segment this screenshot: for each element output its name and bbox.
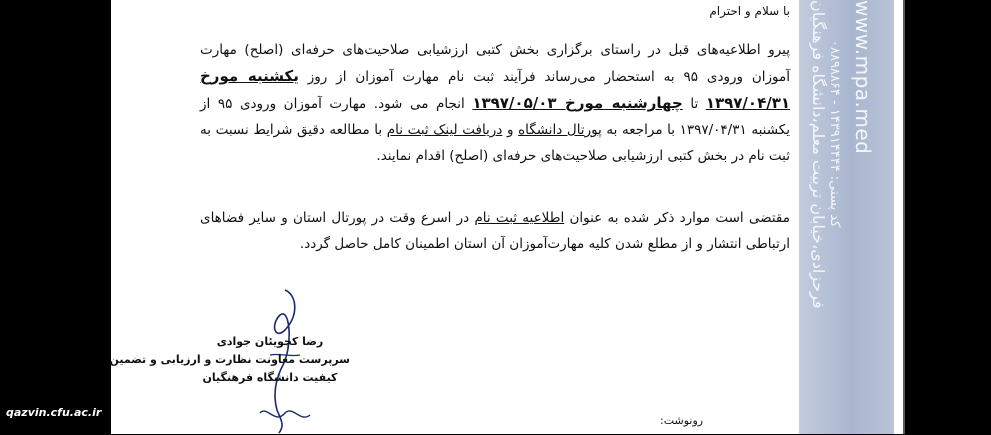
signer-title-1: سرپرست معاونت نظارت و ارزیابی و تضمین [109,353,350,366]
cc-label: رونوشت: [660,414,704,427]
p1-text-5: با مطالعه دقیق شرایط نسبت به ثبت نام در بخش کتبی ارزشیابی صلاحیت‌های حرفه‌ای (اصلح) اقدام نمایند. [200,122,790,164]
side-band-postal: ۰۸۸۹۸۸۶۴ - کد پستی: ۱۴۳۹۱۴۴۴۴ [827,40,842,228]
signer-name: رضا کچویئان جوادی [216,335,324,348]
p1-text-4: و [502,122,519,138]
registration-notice-link[interactable]: اطلاعیه ثبت نام [474,210,565,226]
greeting: با سلام و احترام [709,4,790,18]
p1-bold-3: چهارشنبه مورخ ۱۳۹۷/۰۵/۰۳ [472,94,683,112]
paragraph-2 [200,205,790,257]
frame-divider [903,0,905,434]
paragraph-1 [200,37,790,169]
p1-bold-1: یکشنبه مورخ [200,67,299,85]
site-watermark: qazvin.cfu.ac.ir [6,406,102,419]
p2-text-2: در اسرع وقت در پورتال استان و سایر فضاهای ارتباطی انتشار و از مطلع شدن کلیه مهارت‌آموزان آن استان اطمینان کامل حاصل گردد. [200,210,790,252]
letterhead-side-band [799,0,894,434]
side-band-website: www.mpa.med [851,0,875,155]
signature-block [109,333,350,387]
portal-link[interactable]: پورتال دانشگاه [518,122,602,138]
p1-text-2: تا [682,96,706,112]
p2-text-1: مقتضی است موارد ذکر شده به عنوان [564,210,790,226]
registration-link[interactable]: دریافت لینک ثبت نام [386,122,503,138]
side-band-address: فرحزادی،خیابان تربیت معلم،دانشگاه فرهنگیان [809,0,828,309]
p1-text-3: انجام می شود. مهارت آموزان ورودی ۹۵ از یکشنبه ۱۳۹۷/۰۴/۳۱ با مراجعه به [200,96,790,138]
p1-bold-2: ۱۳۹۷/۰۴/۳۱ [705,94,791,112]
signer-title-2: کیفیت دانشگاه فرهنگیان [202,371,338,384]
p1-text-1: پیرو اطلاعیه‌های قبل در راستای برگزاری بخش کتبی ارزشیابی صلاحیت‌های حرفه‌ای (اصلح) مهارت آموزان ورودی ۹۵ به استحضار می‌رساند فرآیند ثبت نام مهارت آموزان از روز [200,42,791,85]
